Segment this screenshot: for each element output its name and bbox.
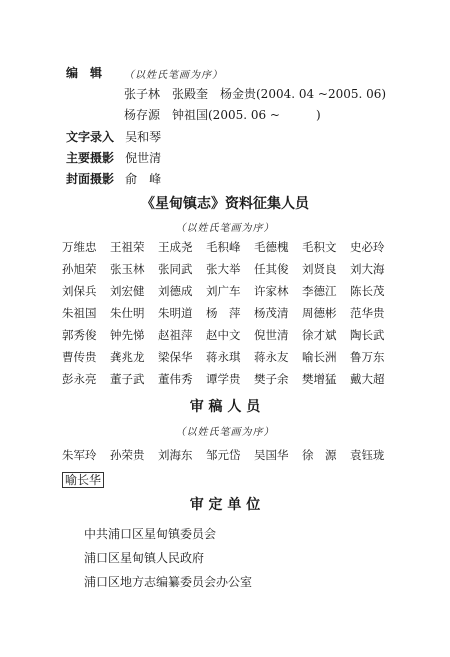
unit-item: 中共浦口区星甸镇委员会 — [84, 527, 217, 541]
person-name: 万维忠 — [62, 240, 97, 254]
reviewer-extra — [62, 471, 104, 488]
cover-photo-row — [66, 168, 161, 187]
person-name: 杨茂清 — [254, 306, 289, 320]
person-name: 彭永亮 — [62, 372, 97, 386]
main-photo-row — [66, 147, 161, 166]
unit-item: 浦口区地方志编纂委员会办公室 — [84, 575, 253, 589]
editors-line-1: 张子林 张殿奎 杨金贵(2004. 04 ~2005. 06) — [124, 87, 387, 101]
editors-label: 编 辑 — [66, 66, 103, 80]
editors-line-2: 杨存源 钟祖国(2005. 06 ~ ) — [124, 108, 321, 122]
main-photo-label: 主要摄影 — [66, 151, 115, 165]
person-name: 刘保兵 — [62, 284, 97, 298]
person-name: 鲁万东 — [350, 350, 385, 364]
text-entry-row — [66, 126, 161, 145]
units-title: 审 定 单 位 — [189, 497, 261, 513]
collectors-order-note: （以姓氏笔画为序） — [175, 223, 275, 234]
unit-item: 浦口区星甸镇人民政府 — [84, 551, 205, 565]
person-name: 刘大海 — [350, 262, 385, 276]
person-name: 张同武 — [158, 262, 193, 276]
person-name: 吴国华 — [254, 448, 289, 462]
cover-photo-label: 封面摄影 — [66, 172, 115, 186]
person-name: 董伟秀 — [158, 372, 193, 386]
person-name: 李德江 — [302, 284, 337, 298]
person-name: 赵祖萍 — [158, 328, 193, 342]
person-name: 任其俊 — [254, 262, 289, 276]
person-name: 张玉林 — [110, 262, 145, 276]
person-name: 袁钰珑 — [350, 448, 385, 462]
person-name: 赵中文 — [206, 328, 241, 342]
person-name: 朱祖国 — [62, 306, 97, 320]
text-entry-value: 吴和琴 — [125, 130, 162, 144]
person-name: 朱军玲 — [62, 448, 97, 462]
person-name: 张大举 — [206, 262, 241, 276]
person-name: 樊子余 — [254, 372, 289, 386]
reviewers-order-note: （以姓氏笔画为序） — [175, 427, 275, 438]
reviewers-name-grid — [62, 446, 398, 464]
person-name: 陈长茂 — [350, 284, 385, 298]
person-name: 毛积文 — [302, 240, 337, 254]
person-name: 樊增猛 — [302, 372, 337, 386]
person-name: 范华贵 — [350, 306, 385, 320]
person-name: 孙荣贵 — [110, 448, 145, 462]
person-name: 朱仕明 — [110, 306, 145, 320]
person-name: 徐才斌 — [302, 328, 337, 342]
person-name: 钟先悌 — [110, 328, 145, 342]
reviewer-extra-name: 喻长华 — [62, 472, 104, 488]
text-entry-label: 文字录入 — [66, 130, 115, 144]
person-name: 王祖荣 — [110, 240, 145, 254]
person-name: 蒋永琪 — [206, 350, 241, 364]
person-name: 刘宏健 — [110, 284, 145, 298]
person-name: 毛积峰 — [206, 240, 241, 254]
person-name: 梁保华 — [158, 350, 193, 364]
reviewers-title: 审 稿 人 员 — [189, 399, 261, 415]
collectors-title: 《星甸镇志》资料征集人员 — [141, 196, 309, 212]
person-name: 史必玲 — [350, 240, 385, 254]
person-name: 刘贤良 — [302, 262, 337, 276]
collectors-name-grid — [62, 238, 398, 388]
person-name: 陶长武 — [350, 328, 385, 342]
person-name: 倪世清 — [254, 328, 289, 342]
person-name: 曹传贵 — [62, 350, 97, 364]
person-name: 杨 萍 — [206, 306, 241, 320]
person-name: 戴大超 — [350, 372, 385, 386]
person-name: 龚兆龙 — [110, 350, 145, 364]
person-name: 周德彬 — [302, 306, 337, 320]
person-name: 刘德成 — [158, 284, 193, 298]
person-name: 谭学贵 — [206, 372, 241, 386]
editors-order-note: （以姓氏笔画为序） — [124, 70, 223, 81]
cover-photo-value: 俞 峰 — [125, 172, 162, 186]
person-name: 毛德槐 — [254, 240, 289, 254]
person-name: 许家林 — [254, 284, 289, 298]
person-name: 蒋永友 — [254, 350, 289, 364]
person-name: 董子武 — [110, 372, 145, 386]
main-photo-value: 倪世清 — [125, 151, 162, 165]
person-name: 朱明道 — [158, 306, 193, 320]
person-name: 喻长洲 — [302, 350, 337, 364]
person-name: 徐 源 — [302, 448, 337, 462]
person-name: 刘广车 — [206, 284, 241, 298]
person-name: 邹元岱 — [206, 448, 241, 462]
person-name: 刘海东 — [158, 448, 193, 462]
person-name: 郭秀俊 — [62, 328, 97, 342]
person-name: 孙旭荣 — [62, 262, 97, 276]
person-name: 王成尧 — [158, 240, 193, 254]
